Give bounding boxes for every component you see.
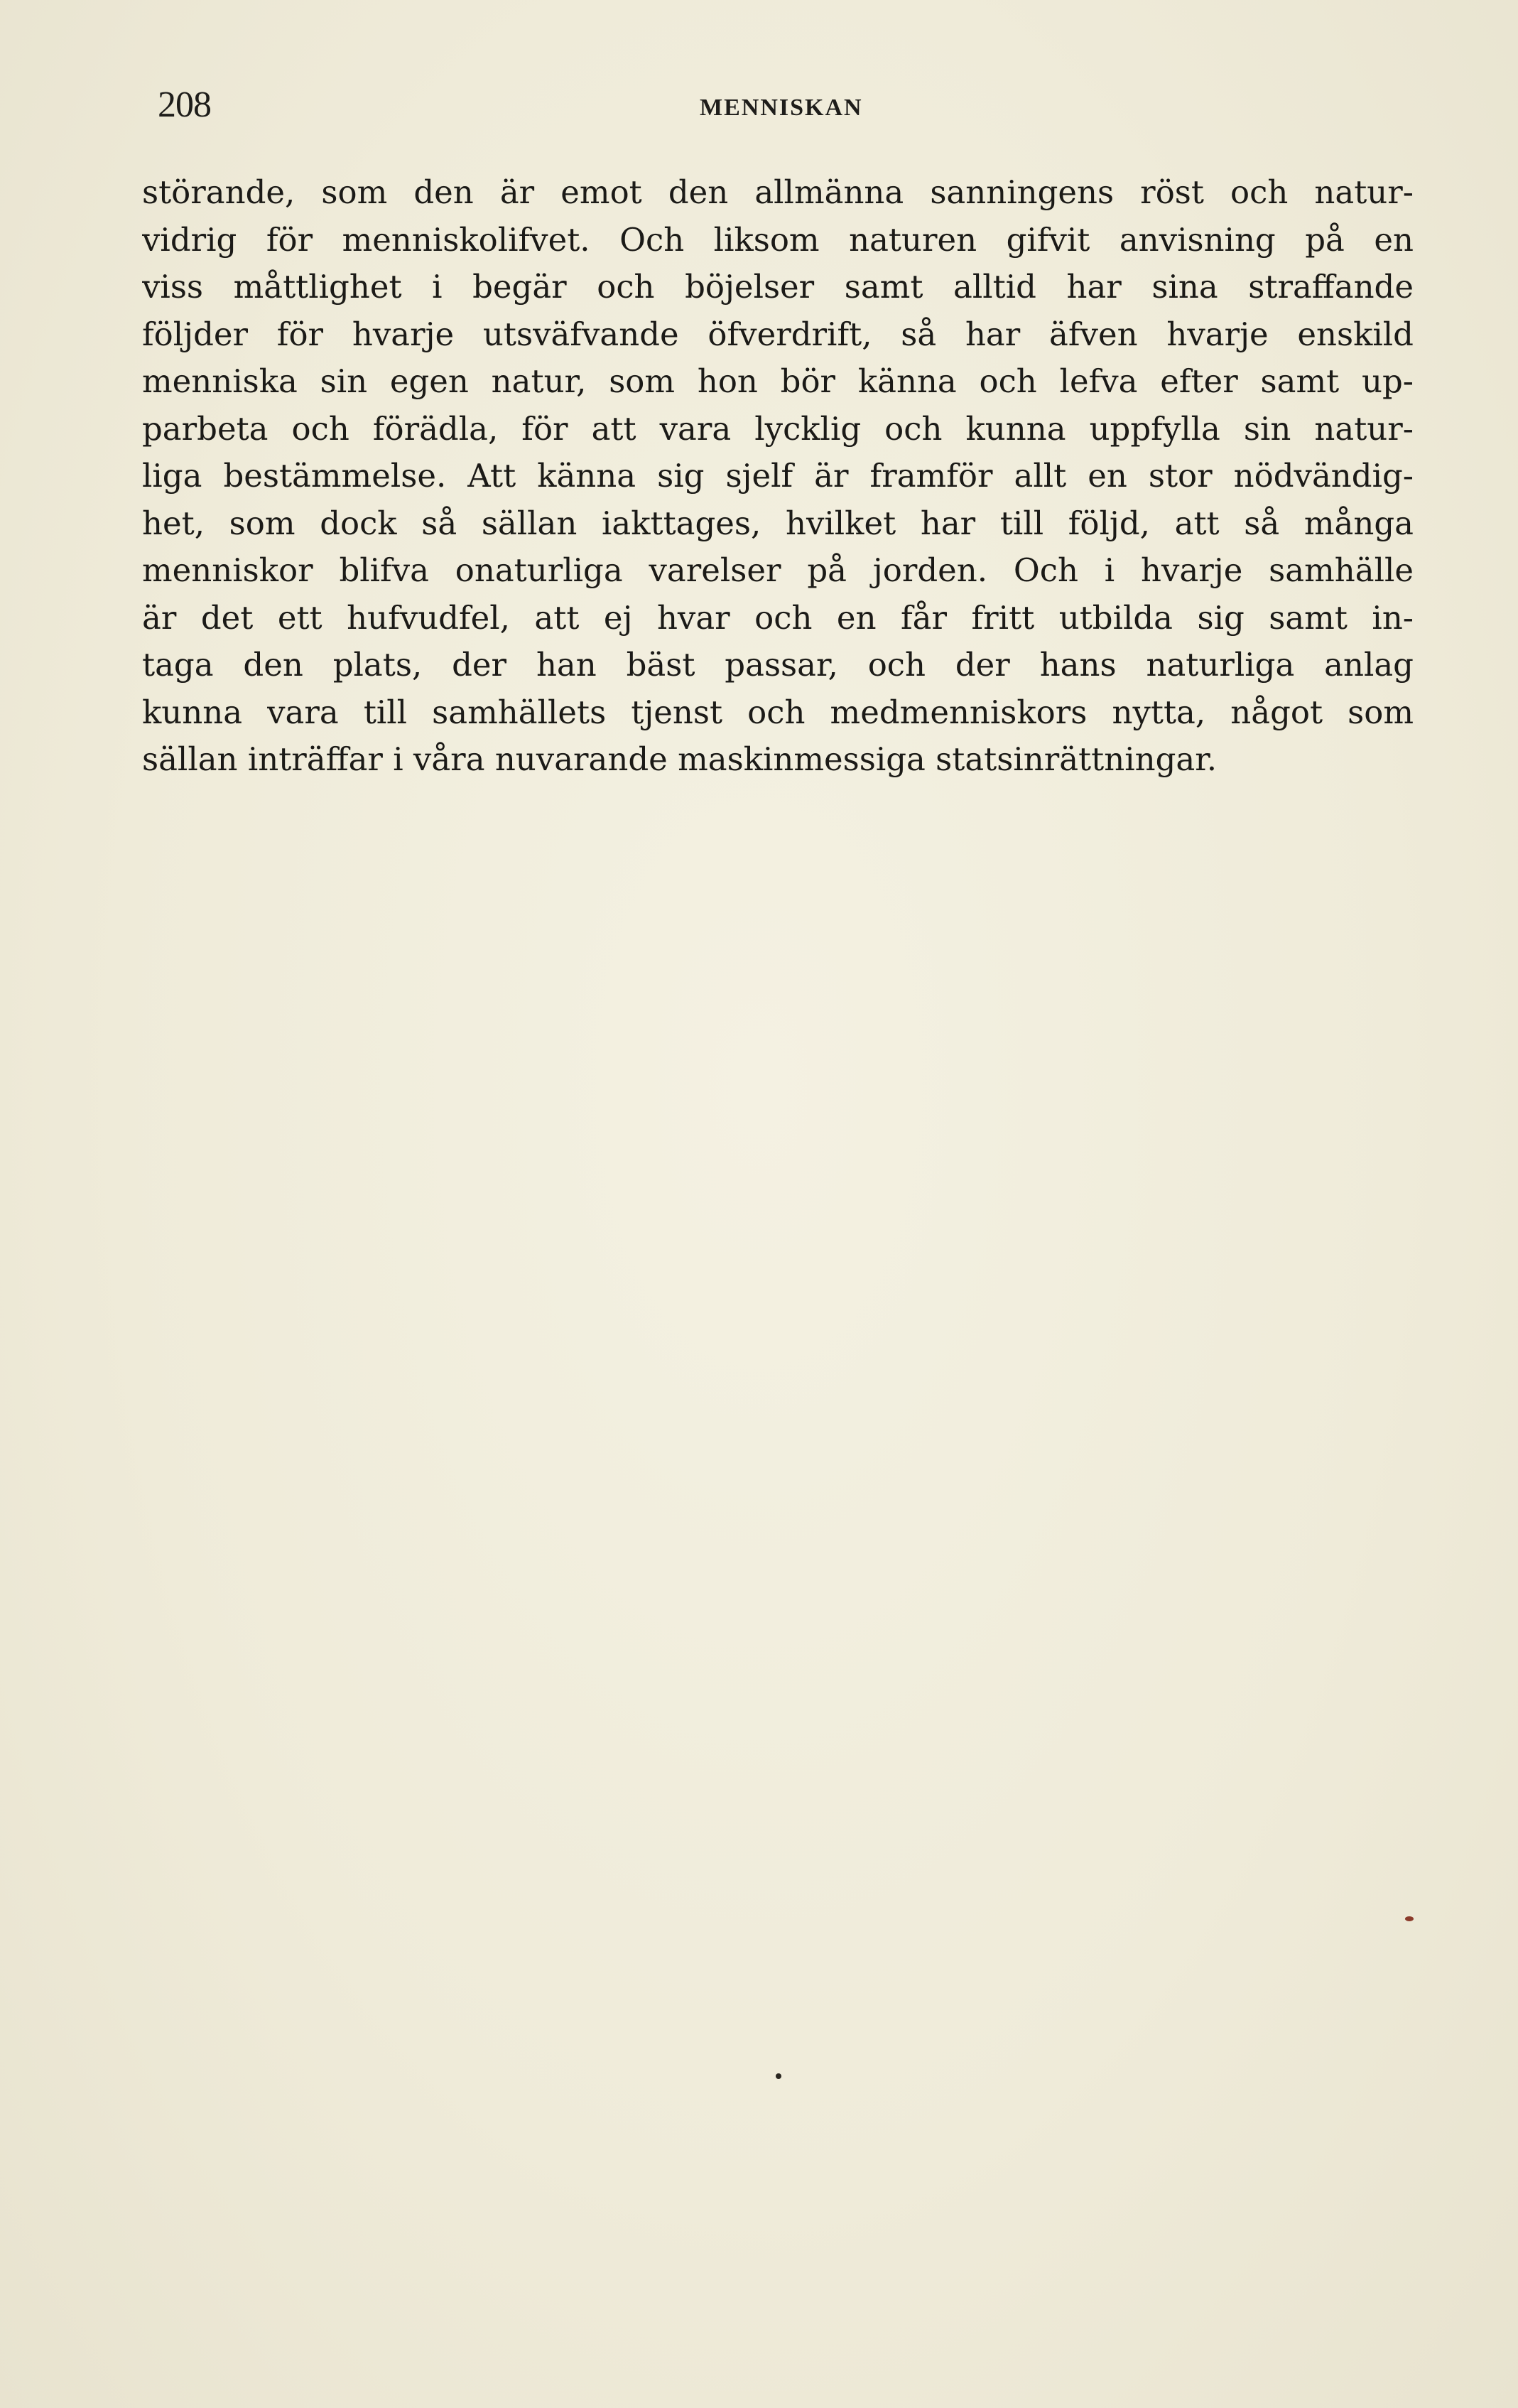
text-line: parbeta och förädla, för att vara lycklig och kunna uppfylla sin natur- [142, 409, 1414, 448]
text-line: störande, som den är emot den allmänna sanningens röst och natur- [142, 173, 1414, 211]
text-line: het, som dock så sällan iakttages, hvilket har till följd, att så många [142, 504, 1414, 542]
body-paragraph [142, 169, 1414, 784]
text-line: kunna vara till samhällets tjenst och medmenniskors nytta, något som [142, 693, 1414, 731]
text-line: följder för hvarje utsväfvande öfverdrift, så har äfven hvarje enskild [142, 315, 1414, 353]
paper-speck [1405, 1916, 1414, 1921]
text-line: är det ett hufvudfel, att ej hvar och en får fritt utbilda sig samt in- [142, 598, 1414, 637]
page-number: 208 [158, 85, 211, 125]
text-line: sällan inträffar i våra nuvarande maskinmessiga statsinrättningar. [142, 740, 1218, 778]
text-line: taga den plats, der han bäst passar, och der hans naturliga anlag [142, 646, 1414, 684]
paper-speck [776, 2073, 781, 2079]
running-title: MENNISKAN [700, 95, 863, 121]
text-line: liga bestämmelse. Att känna sig sjelf är framför allt en stor nödvändig- [142, 457, 1414, 495]
text-line: viss måttlighet i begär och böjelser samt alltid har sina straffande [142, 268, 1414, 306]
text-line: menniskor blifva onaturliga varelser på jorden. Och i hvarje samhälle [142, 551, 1414, 589]
text-line: vidrig för menniskolifvet. Och liksom naturen gifvit anvisning på en [142, 220, 1414, 259]
text-line: menniska sin egen natur, som hon bör känna och lefva efter samt up- [142, 362, 1414, 400]
